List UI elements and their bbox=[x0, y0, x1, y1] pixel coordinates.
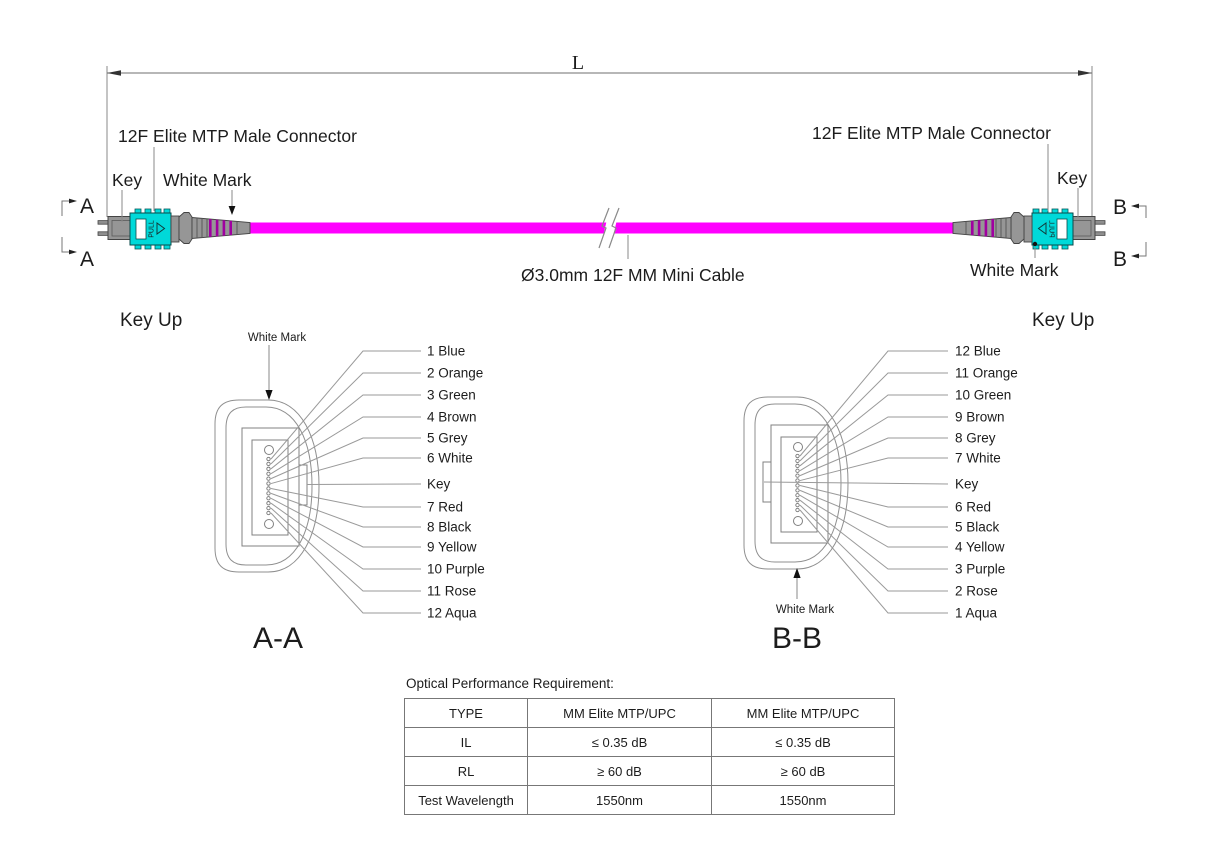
mtp-connector-right bbox=[953, 209, 1105, 249]
section-letter-a-top: A bbox=[80, 195, 95, 218]
section-bracket bbox=[62, 201, 70, 216]
section-letter-b-top: B bbox=[1113, 196, 1128, 219]
key-label-left: Key bbox=[112, 170, 143, 190]
section-letter-a-bottom: A bbox=[80, 248, 95, 271]
table-cell: 1550nm bbox=[712, 786, 895, 815]
fiber-hole bbox=[796, 498, 799, 501]
table-cell: RL bbox=[405, 757, 528, 786]
fiber-label: 3 Green bbox=[427, 387, 476, 403]
fiber-hole bbox=[267, 487, 270, 490]
fiber-label: 2 Orange bbox=[427, 365, 484, 381]
table-title: Optical Performance Requirement: bbox=[406, 676, 614, 691]
guide-pin bbox=[98, 232, 109, 236]
fiber-label: 9 Brown bbox=[955, 409, 1005, 425]
boot-flare bbox=[179, 213, 192, 244]
guide-pin bbox=[98, 221, 109, 225]
fiber-label: 3 Purple bbox=[955, 561, 1006, 577]
boot-stripe bbox=[229, 218, 232, 238]
section-arrow-icon bbox=[1131, 254, 1139, 259]
fiber-label: 7 Red bbox=[427, 499, 464, 515]
fiber-hole bbox=[796, 464, 799, 467]
fiber-hole bbox=[267, 497, 270, 500]
fiber-hole bbox=[267, 477, 270, 480]
fiber-label: 5 Grey bbox=[427, 430, 468, 446]
fiber-hole bbox=[267, 482, 270, 485]
fiber-hole bbox=[267, 462, 270, 465]
fiber-hole bbox=[796, 508, 799, 511]
fiber-hole bbox=[796, 454, 799, 457]
fiber-hole bbox=[267, 457, 270, 460]
section-bracket bbox=[62, 237, 70, 252]
section-arrow-icon bbox=[69, 250, 77, 255]
white-mark-dot-icon bbox=[1033, 242, 1037, 246]
fiber-hole bbox=[796, 479, 799, 482]
fiber-hole bbox=[796, 484, 799, 487]
fiber-label: 1 Blue bbox=[427, 343, 466, 359]
table-cell: IL bbox=[405, 728, 528, 757]
fiber-hole bbox=[796, 459, 799, 462]
fiber-label: 10 Purple bbox=[427, 561, 485, 577]
fiber-hole bbox=[267, 501, 270, 504]
table-cell: TYPE bbox=[405, 699, 528, 728]
cable-label: Ø3.0mm 12F MM Mini Cable bbox=[521, 265, 745, 285]
fiber-label: 8 Black bbox=[427, 519, 472, 535]
caption-b: B-B bbox=[771, 622, 823, 655]
fiber-hole bbox=[267, 492, 270, 495]
fiber-hole bbox=[796, 474, 799, 477]
dim-arrow-right-icon bbox=[1078, 70, 1092, 76]
connector-label-left: 12F Elite MTP Male Connector bbox=[118, 126, 357, 146]
key-up-label-a: Key Up bbox=[120, 310, 183, 331]
caption-a: A-A bbox=[252, 622, 304, 655]
fiber-label: 4 Yellow bbox=[955, 539, 1005, 555]
key-label-right: Key bbox=[1057, 168, 1088, 188]
table-header-row bbox=[405, 699, 895, 728]
fiber-label: 10 Green bbox=[955, 387, 1012, 403]
key-feature-a bbox=[299, 465, 307, 505]
table-cell: ≤ 0.35 dB bbox=[712, 728, 895, 757]
pull-text: PULL bbox=[148, 220, 156, 238]
fiber-label: 1 Aqua bbox=[955, 605, 998, 621]
table-cell: ≥ 60 dB bbox=[712, 757, 895, 786]
fiber-label: 8 Grey bbox=[955, 430, 996, 446]
guide-pin-hole bbox=[265, 520, 274, 529]
length-label: L bbox=[571, 52, 585, 74]
fiber-label: 11 Rose bbox=[427, 583, 477, 599]
table-cell: MM Elite MTP/UPC bbox=[528, 699, 712, 728]
table-cell: Test Wavelength bbox=[405, 786, 528, 815]
fiber-label: 7 White bbox=[955, 450, 1001, 466]
face-view-b bbox=[744, 310, 1094, 655]
fiber-hole bbox=[267, 472, 270, 475]
fiber-hole bbox=[796, 469, 799, 472]
mtp-connector-left bbox=[98, 209, 250, 249]
white-mark-arrow-icon bbox=[265, 390, 272, 400]
assembly-callouts bbox=[112, 123, 1087, 285]
fiber-label: 2 Rose bbox=[955, 583, 998, 599]
table-row bbox=[405, 786, 895, 815]
connector-label-right: 12F Elite MTP Male Connector bbox=[812, 123, 1051, 143]
fiber-label: 11 Orange bbox=[955, 365, 1018, 381]
white-mark-label-left: White Mark bbox=[163, 170, 252, 190]
table-cell: MM Elite MTP/UPC bbox=[712, 699, 895, 728]
fiber-hole bbox=[267, 511, 270, 514]
fiber-label: 6 White bbox=[427, 450, 473, 466]
fiber-hole bbox=[267, 506, 270, 509]
section-arrow-icon bbox=[1131, 204, 1139, 209]
fiber-label: 9 Yellow bbox=[427, 539, 477, 555]
fiber-hole bbox=[796, 503, 799, 506]
white-mark-label-b: White Mark bbox=[775, 604, 835, 616]
fiber-hole bbox=[796, 494, 799, 497]
white-mark-label-right: White Mark bbox=[970, 260, 1059, 280]
guide-pin-hole bbox=[794, 517, 803, 526]
table-cell: ≤ 0.35 dB bbox=[528, 728, 712, 757]
boot-stripe bbox=[223, 218, 226, 238]
boot-stripe bbox=[216, 218, 219, 238]
white-mark-pointer-icon bbox=[229, 206, 236, 215]
pull-tab bbox=[130, 209, 171, 249]
guide-pin-hole bbox=[794, 443, 803, 452]
fiber-hole bbox=[796, 489, 799, 492]
white-mark-label-a: White Mark bbox=[247, 332, 307, 344]
guide-pin-hole bbox=[265, 446, 274, 455]
section-bracket bbox=[1138, 206, 1146, 218]
fiber-label: 4 Brown bbox=[427, 409, 477, 425]
dim-arrow-left-icon bbox=[107, 70, 121, 76]
table-row bbox=[405, 728, 895, 757]
boot bbox=[192, 218, 250, 239]
section-letter-b-bottom: B bbox=[1113, 248, 1128, 271]
table-cell: 1550nm bbox=[528, 786, 712, 815]
table-cell: ≥ 60 dB bbox=[528, 757, 712, 786]
section-bracket bbox=[1138, 242, 1146, 256]
boot-stripe bbox=[209, 218, 212, 238]
key-up-label-b: Key Up bbox=[1032, 310, 1095, 331]
optical-performance-table bbox=[404, 698, 895, 815]
key-position-label: Key bbox=[955, 476, 979, 492]
face-view-a bbox=[120, 310, 485, 655]
section-arrow-icon bbox=[69, 199, 77, 204]
fiber-label: 12 Aqua bbox=[427, 605, 477, 621]
fiber-label: 5 Black bbox=[955, 519, 1000, 535]
key-leader-line bbox=[307, 484, 421, 485]
fiber-label: 12 Blue bbox=[955, 343, 1001, 359]
tab-label-window bbox=[136, 219, 146, 239]
cable bbox=[250, 223, 953, 234]
fiber-hole bbox=[267, 467, 270, 470]
collar bbox=[171, 216, 179, 242]
table-row bbox=[405, 757, 895, 786]
key-position-label: Key bbox=[427, 476, 451, 492]
fiber-label: 6 Red bbox=[955, 499, 992, 515]
face-b-fibers bbox=[764, 344, 1018, 621]
